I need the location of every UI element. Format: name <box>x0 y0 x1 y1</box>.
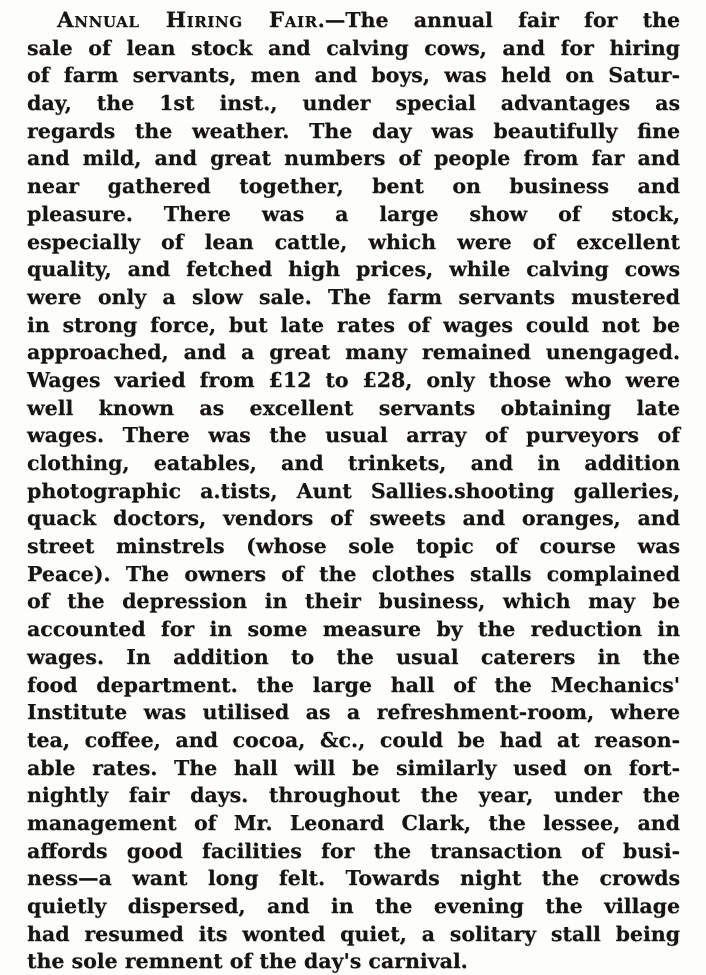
text-line: able rates. The hall will be similarly used on fort- <box>27 755 680 780</box>
text-line: ness—a want long felt. Towards night the crowds <box>27 866 680 891</box>
heading-continuation: .—The annual fair for the <box>317 8 680 32</box>
text-line: pleasure. There was a large show of stock, <box>27 201 680 226</box>
text-line: photographic a.tists, Aunt Sallies.shooting galleries, <box>27 478 680 503</box>
text-line: sale of lean stock and calving cows, and for hiring <box>27 35 680 60</box>
text-line: tea, coffee, and cocoa, &c., could be had at reason- <box>27 727 680 752</box>
text-line: especially of lean cattle, which were of excellent <box>27 229 680 254</box>
text-line: Institute was utilised as a refreshment-room, where <box>27 700 680 725</box>
text-line: nightly fair days. throughout the year, under the <box>27 783 680 808</box>
text-line: had resumed its wonted quiet, a solitary stall being <box>27 921 680 946</box>
text-line: quality, and fetched high prices, while calving cows <box>27 257 680 282</box>
text-line: Peace). The owners of the clothes stalls complained <box>27 561 680 586</box>
text-line: food department. the large hall of the Mechanics' <box>27 672 680 697</box>
text-line: were only a slow sale. The farm servants mustered <box>27 284 680 309</box>
text-line: approached, and a great many remained unengaged. <box>27 340 680 365</box>
text-line: in strong force, but late rates of wages could not be <box>27 312 680 337</box>
text-line: well known as excellent servants obtaining late <box>27 395 680 420</box>
text-line: quack doctors, vendors of sweets and oranges, and <box>27 506 680 531</box>
article-heading: Annual Hiring Fair <box>57 8 318 33</box>
text-line: street minstrels (whose sole topic of course was <box>27 534 680 559</box>
text-line: and mild, and great numbers of people from far and <box>27 146 680 171</box>
text-line: of farm servants, men and boys, was held on Satur- <box>27 63 680 88</box>
text-line <box>27 7 680 35</box>
text-line: Wages varied from £12 to £28, only those who were <box>27 367 680 392</box>
text-line: wages. In addition to the usual caterers in the <box>27 644 680 669</box>
text-line: management of Mr. Leonard Clark, the lessee, and <box>27 810 680 835</box>
text-line: affords good facilities for the transaction of busi- <box>27 838 680 863</box>
text-line: clothing, eatables, and trinkets, and in addition <box>27 451 680 475</box>
text-line: the sole remnent of the day's carnival. <box>27 949 468 974</box>
text-line: wages. There was the usual array of purveyors of <box>27 423 680 448</box>
text-line: quietly dispersed, and in the evening the village <box>27 894 680 918</box>
text-line: day, the 1st inst., under special advantages as <box>27 91 680 116</box>
text-line: near gathered together, bent on business and <box>27 174 680 199</box>
text-line: accounted for in some measure by the reduction in <box>27 617 680 642</box>
text-line: regards the weather. The day was beautifully fine <box>27 118 680 143</box>
text-line: of the depression in their business, which may be <box>27 589 680 614</box>
